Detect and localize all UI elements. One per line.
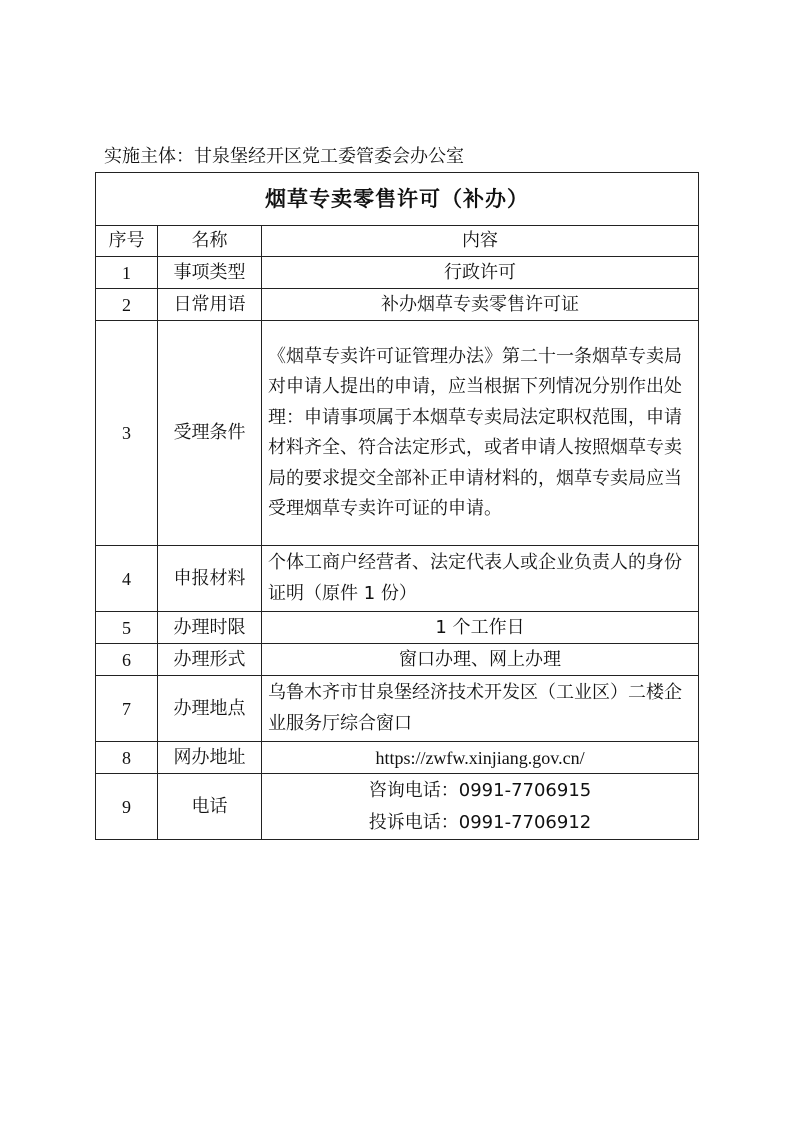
table-row (96, 321, 699, 546)
implementing-body: 实施主体：甘泉堡经开区党工委管委会办公室 (104, 146, 464, 167)
table-title: 烟草专卖零售许可（补办） (96, 173, 699, 226)
table-row (96, 546, 699, 612)
row-content (262, 774, 699, 840)
row-number: 1 (96, 257, 158, 289)
row-content: 补办烟草专卖零售许可证 (262, 289, 699, 321)
table-row (96, 612, 699, 644)
row-number: 3 (96, 321, 158, 546)
row-number: 8 (96, 742, 158, 774)
row-name: 申报材料 (158, 546, 262, 612)
row-content: 乌鲁木齐市甘泉堡经济技术开发区（工业区）二楼企业服务厅综合窗口 (262, 676, 699, 742)
consult-phone: 咨询电话：0991-7706915 (368, 779, 592, 801)
complaint-phone: 投诉电话：0991-7706912 (368, 811, 592, 833)
row-name: 办理形式 (158, 644, 262, 676)
row-content: 行政许可 (262, 257, 699, 289)
table-row (96, 742, 699, 774)
row-number: 9 (96, 774, 158, 840)
column-header-name: 名称 (158, 226, 262, 257)
table-row (96, 676, 699, 742)
row-content: 窗口办理、网上办理 (262, 644, 699, 676)
row-content: 《烟草专卖许可证管理办法》第二十一条烟草专卖局对申请人提出的申请，应当根据下列情况分别作出处理：申请事项属于本烟草专卖局法定职权范围，申请材料齐全、符合法定形式，或者申请人按照烟草专卖局的要求提交全部补正申请材料的，烟草专卖局应当受理烟草专卖许可证的申请。 (262, 321, 699, 546)
row-name: 办理地点 (158, 676, 262, 742)
row-number: 2 (96, 289, 158, 321)
table-row (96, 774, 699, 840)
row-name: 日常用语 (158, 289, 262, 321)
table-row (96, 289, 699, 321)
table-row (96, 257, 699, 289)
row-number: 6 (96, 644, 158, 676)
website-link[interactable]: https://zwfw.xinjiang.gov.cn/ (262, 742, 699, 774)
row-number: 7 (96, 676, 158, 742)
table-header-row (96, 226, 699, 257)
row-content: 个体工商户经营者、法定代表人或企业负责人的身份证明（原件 1 份） (262, 546, 699, 612)
row-number: 5 (96, 612, 158, 644)
table-row (96, 644, 699, 676)
row-name: 事项类型 (158, 257, 262, 289)
row-name: 网办地址 (158, 742, 262, 774)
row-name: 办理时限 (158, 612, 262, 644)
column-header-content: 内容 (262, 226, 699, 257)
row-content: 1 个工作日 (262, 612, 699, 644)
row-name: 电话 (158, 774, 262, 840)
column-header-number: 序号 (96, 226, 158, 257)
row-number: 4 (96, 546, 158, 612)
service-info-table (95, 172, 699, 840)
row-name: 受理条件 (158, 321, 262, 546)
